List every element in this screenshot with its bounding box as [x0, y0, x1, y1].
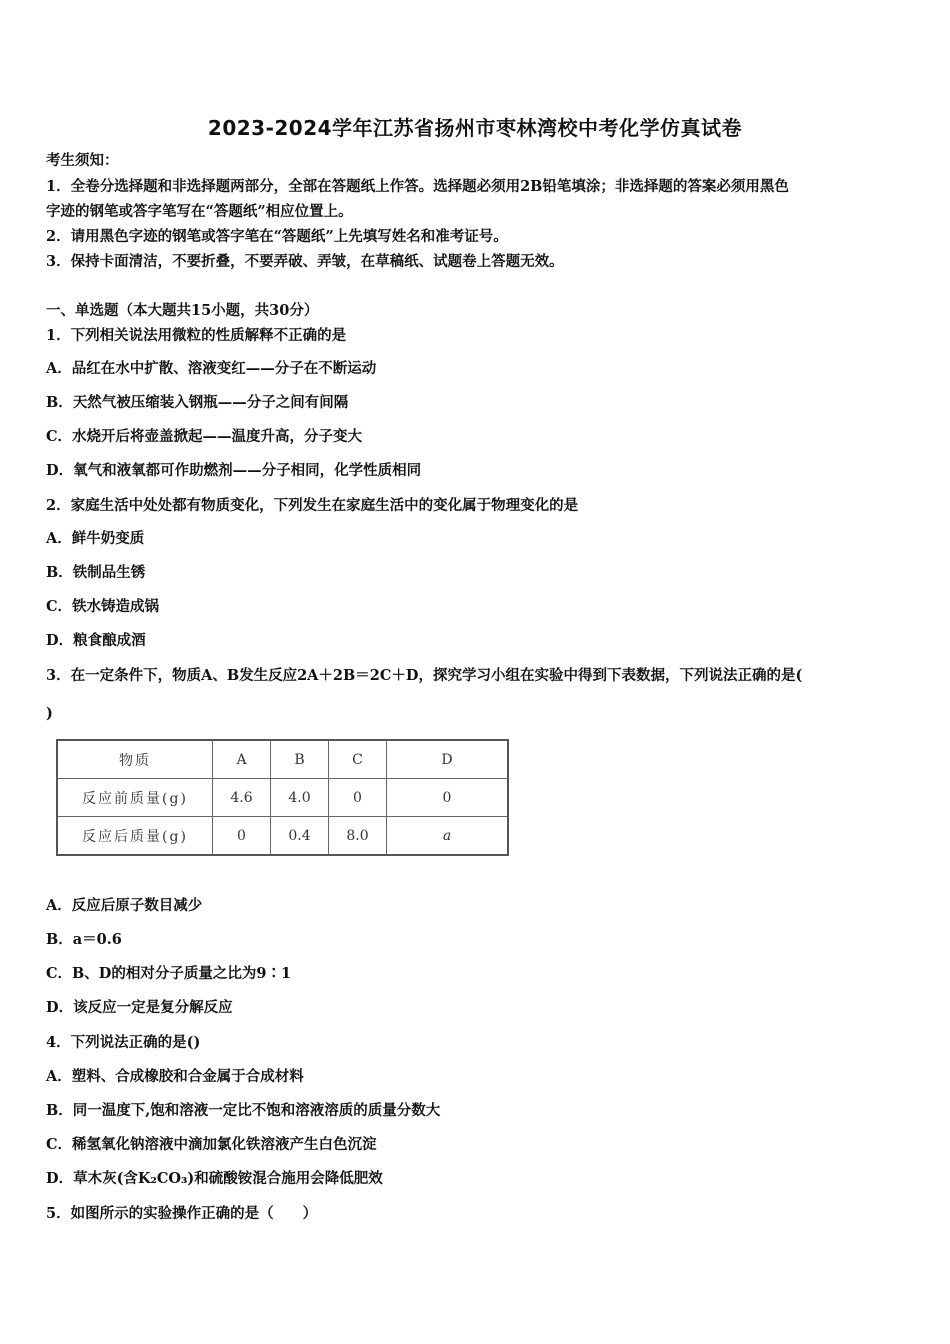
table-cell: 0: [329, 779, 387, 817]
option: B．天然气被压缩装入钢瓶——分子之间有间隔: [46, 394, 349, 411]
table-cell: 8.0: [329, 817, 387, 856]
question-2-stem: 2．家庭生活中处处都有物质变化，下列发生在家庭生活中的变化属于物理变化的是: [46, 497, 579, 514]
table-header-cell: B: [271, 740, 329, 779]
table-cell: 0.4: [271, 817, 329, 856]
notice-line: 2．请用黑色字迹的钢笔或答字笔在“答题纸”上先填写姓名和准考证号。: [46, 228, 508, 245]
table-header-cell: 物质: [57, 740, 213, 779]
notice-line: 3．保持卡面清洁，不要折叠，不要弄破、弄皱，在草稿纸、试题卷上答题无效。: [46, 253, 564, 270]
table-cell: 4.0: [271, 779, 329, 817]
notice-heading: 考生须知：: [46, 152, 119, 169]
table-cell: 4.6: [213, 779, 271, 817]
table-cell: 0: [387, 779, 509, 817]
option: D．草木灰(含K₂CO₃)和硫酸铵混合施用会降低肥效: [46, 1170, 383, 1187]
option: B．a＝0.6: [46, 931, 122, 948]
question-4-stem: 4．下列说法正确的是(): [46, 1034, 201, 1051]
table-cell: a: [387, 817, 509, 856]
table-row: [57, 779, 508, 817]
page-title: 2023-2024学年江苏省扬州市枣林湾校中考化学仿真试卷: [207, 116, 743, 140]
section-heading: 一、单选题（本大题共15小题，共30分）: [46, 302, 319, 319]
data-table: [56, 739, 509, 856]
option: C．稀氢氧化钠溶液中滴加氯化铁溶液产生白色沉淀: [46, 1136, 377, 1153]
question-3-stem-tail: ): [46, 705, 53, 722]
notice-line: 字迹的钢笔或答字笔写在“答题纸”相应位置上。: [46, 203, 353, 220]
option: B．同一温度下,饱和溶液一定比不饱和溶液溶质的质量分数大: [46, 1102, 441, 1119]
option: A．品红在水中扩散、溶液变红——分子在不断运动: [46, 360, 377, 377]
table-cell: 反应后质量(g): [57, 817, 213, 856]
option: A．塑料、合成橡胶和合金属于合成材料: [46, 1068, 304, 1085]
table-header-cell: A: [213, 740, 271, 779]
option: D．该反应一定是复分解反应: [46, 999, 233, 1016]
question-3-stem: 3．在一定条件下，物质A、B发生反应2A＋2B＝2C＋D，探究学习小组在实验中得到下表数据，下列说法正确的是(: [46, 667, 803, 684]
option: C．水烧开后将壶盖掀起——温度升高，分子变大: [46, 428, 363, 445]
option: A．鲜牛奶变质: [46, 530, 145, 547]
option: C．铁水铸造成锅: [46, 598, 160, 615]
table-cell: 反应前质量(g): [57, 779, 213, 817]
table-header-cell: D: [387, 740, 509, 779]
table-header-row: [57, 740, 508, 779]
option: D．粮食酿成酒: [46, 632, 146, 649]
option: C．B、D的相对分子质量之比为9∶1: [46, 965, 292, 982]
question-5-stem: 5．如图所示的实验操作正确的是（ ）: [46, 1205, 318, 1222]
option: D．氧气和液氧都可作助燃剂——分子相同，化学性质相同: [46, 462, 422, 479]
option: A．反应后原子数目减少: [46, 897, 203, 914]
table-row: [57, 817, 508, 856]
table-header-cell: C: [329, 740, 387, 779]
table-cell: 0: [213, 817, 271, 856]
question-1-stem: 1．下列相关说法用微粒的性质解释不正确的是: [46, 327, 347, 344]
notice-line: 1．全卷分选择题和非选择题两部分，全部在答题纸上作答。选择题必须用2B铅笔填涂；非选择题的答案必须用黑色: [46, 178, 789, 195]
option: B．铁制品生锈: [46, 564, 146, 581]
